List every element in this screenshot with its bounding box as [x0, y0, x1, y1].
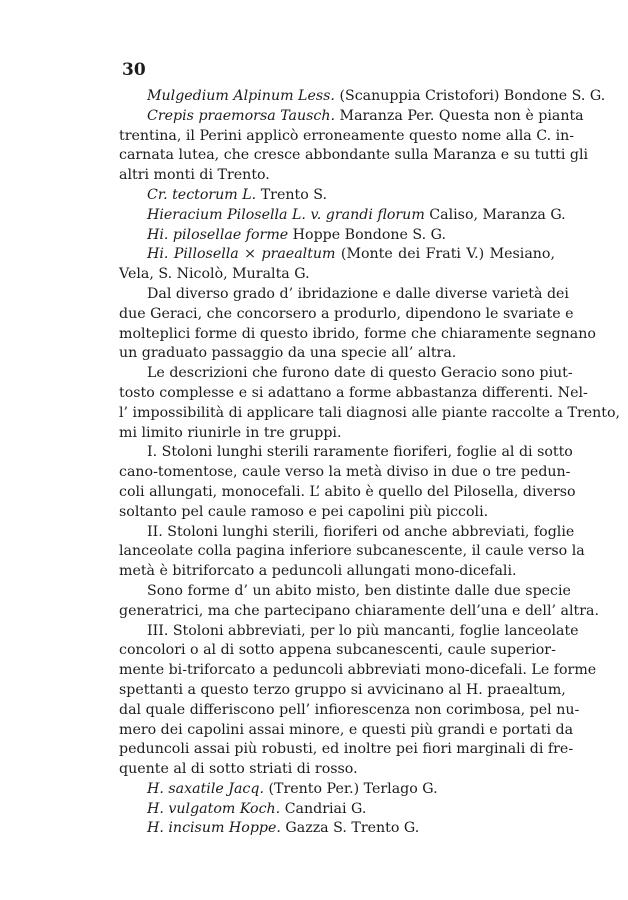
text-line — [119, 107, 584, 127]
text-run: Candriai G. — [280, 800, 367, 817]
text-line — [119, 523, 575, 543]
text-run: Gazza S. Trento G. — [280, 820, 420, 837]
text-line — [119, 166, 555, 186]
text-line — [119, 602, 599, 622]
text-run: spettanti a questo terzo gruppo si avvicinano al H. praealtum, — [119, 681, 566, 698]
text-run: un graduato passaggio da una specie all’ altra. — [119, 345, 457, 362]
text-line — [119, 424, 555, 444]
text-run: Vela, S. Nicolò, Muralta G. — [119, 266, 310, 283]
text-line — [119, 226, 555, 246]
text-run: trentina, il Perini applicò erroneamente questo nome alla C. in- — [119, 127, 575, 144]
text-run: altri monti di Trento. — [119, 167, 270, 184]
text-run: Caliso, Maranza G. — [424, 206, 566, 223]
text-run: metà è bitriforcato a peduncoli allungati mono-dicefali. — [119, 563, 517, 580]
text-run: Sono forme d’ un abito misto, ben distinte dalle due specie — [147, 582, 571, 599]
text-run: (Monte dei Frati V.) Mesiano, — [335, 246, 555, 263]
text-line — [119, 305, 574, 325]
text-run: carnata lutea, che cresce abbondante sulla Maranza e su tutti gli — [119, 147, 589, 164]
text-line — [119, 325, 596, 345]
text-run: Hoppe Bondone S. G. — [288, 226, 447, 243]
text-run: dal quale differiscono pell’ infiorescenza non corimbosa, pel nu- — [119, 701, 580, 718]
italic-taxon-name: H. saxatile Jacq. — [147, 780, 264, 797]
text-run: I. Stoloni lunghi sterili raramente fioriferi, foglie al di sotto — [147, 444, 573, 461]
text-run: Le descrizioni che furono date di questo Geracio sono piut- — [147, 365, 573, 382]
italic-taxon-name: Cr. tectorum L. — [147, 186, 257, 203]
text-run: coli allungati, monocefali. L’ abito è quello del Pilosella, diverso — [119, 483, 576, 500]
text-run: lanceolate colla pagina inferiore subcanescente, il caule verso la — [119, 543, 585, 560]
text-line — [119, 740, 574, 760]
text-line — [119, 701, 580, 721]
text-run: quente al di sotto striati di rosso. — [119, 761, 358, 778]
text-line — [119, 404, 621, 424]
text-line — [119, 285, 569, 305]
text-line — [119, 245, 555, 265]
text-run: Trento S. — [256, 186, 327, 203]
text-line — [119, 364, 573, 384]
text-line — [119, 206, 566, 226]
text-line — [119, 87, 606, 107]
text-line — [119, 760, 555, 780]
text-run: mi limito riunirle in tre gruppi. — [119, 424, 342, 441]
text-line — [119, 127, 575, 147]
text-run: Dal diverso grado d’ ibridazione e dalle diverse varietà dei — [147, 285, 569, 302]
text-line — [119, 542, 585, 562]
text-run: III. Stoloni abbreviati, per lo più mancanti, foglie lanceolate — [147, 622, 579, 639]
text-run: soltanto pel caule ramoso e pei capolini più piccoli. — [119, 503, 489, 520]
text-line — [119, 681, 566, 701]
text-run: mero dei capolini assai minore, e questi più grandi e portati da — [119, 721, 574, 738]
text-line — [119, 800, 555, 820]
text-line — [119, 780, 555, 800]
italic-taxon-name: H. vulgatom Koch. — [147, 800, 281, 817]
text-run: generatrici, ma che partecipano chiaramente dell’una e dell’ altra. — [119, 602, 599, 619]
text-line — [119, 265, 555, 285]
text-line — [119, 562, 555, 582]
text-line — [119, 463, 571, 483]
text-line — [119, 819, 555, 839]
italic-taxon-name: Hi. pilosellae forme — [147, 226, 289, 243]
text-run: molteplici forme di questo ibrido, forme che chiaramente segnano — [119, 325, 596, 342]
italic-taxon-name: Hi. Pillosella × praealtum — [147, 246, 336, 263]
page-number: 30 — [122, 60, 146, 80]
italic-taxon-name: Hieracium Pilosella L. v. grandi florum — [147, 206, 425, 223]
italic-taxon-name: Mulgedium Alpinum Less. — [147, 88, 335, 104]
text-run: peduncoli assai più robusti, ed inoltre pei fiori marginali di fre- — [119, 741, 574, 758]
text-line — [119, 186, 555, 206]
text-line — [119, 146, 589, 166]
text-line — [119, 582, 571, 602]
italic-taxon-name: Crepis praemorsa Tausch. — [147, 107, 336, 124]
text-run: (Trento Per.) Terlago G. — [263, 780, 438, 797]
text-run: mente bi-triforcato a peduncoli abbreviati mono-dicefali. Le forme — [119, 662, 597, 679]
body-text — [119, 87, 621, 839]
text-run: Maranza Per. Questa non è pianta — [335, 107, 584, 124]
text-run: concolori o al di sotto appena subcanescenti, caule superior- — [119, 642, 556, 659]
text-line — [119, 661, 597, 681]
text-line — [119, 641, 555, 661]
text-line — [119, 721, 574, 741]
text-run: cano-tomentose, caule verso la metà diviso in due o tre pedun- — [119, 464, 571, 481]
text-run: II. Stoloni lunghi sterili, fioriferi od anche abbreviati, foglie — [147, 523, 575, 540]
text-line — [119, 443, 573, 463]
text-run: l’ impossibilità di applicare tali diagnosi alle piante raccolte a Trento, — [119, 404, 621, 421]
text-run: due Geraci, che concorsero a produrlo, dipendono le svariate e — [119, 305, 574, 322]
italic-taxon-name: H. incisum Hoppe. — [147, 820, 281, 837]
text-line — [119, 622, 579, 642]
text-line — [119, 503, 555, 523]
text-run: (Scanuppia Cristofori) Bondone S. G. — [334, 88, 606, 104]
text-line — [119, 483, 576, 503]
text-run: tosto complesse e si adattano a forme abbastanza differenti. Nel- — [119, 384, 588, 401]
text-line — [119, 384, 588, 404]
text-line — [119, 344, 555, 364]
